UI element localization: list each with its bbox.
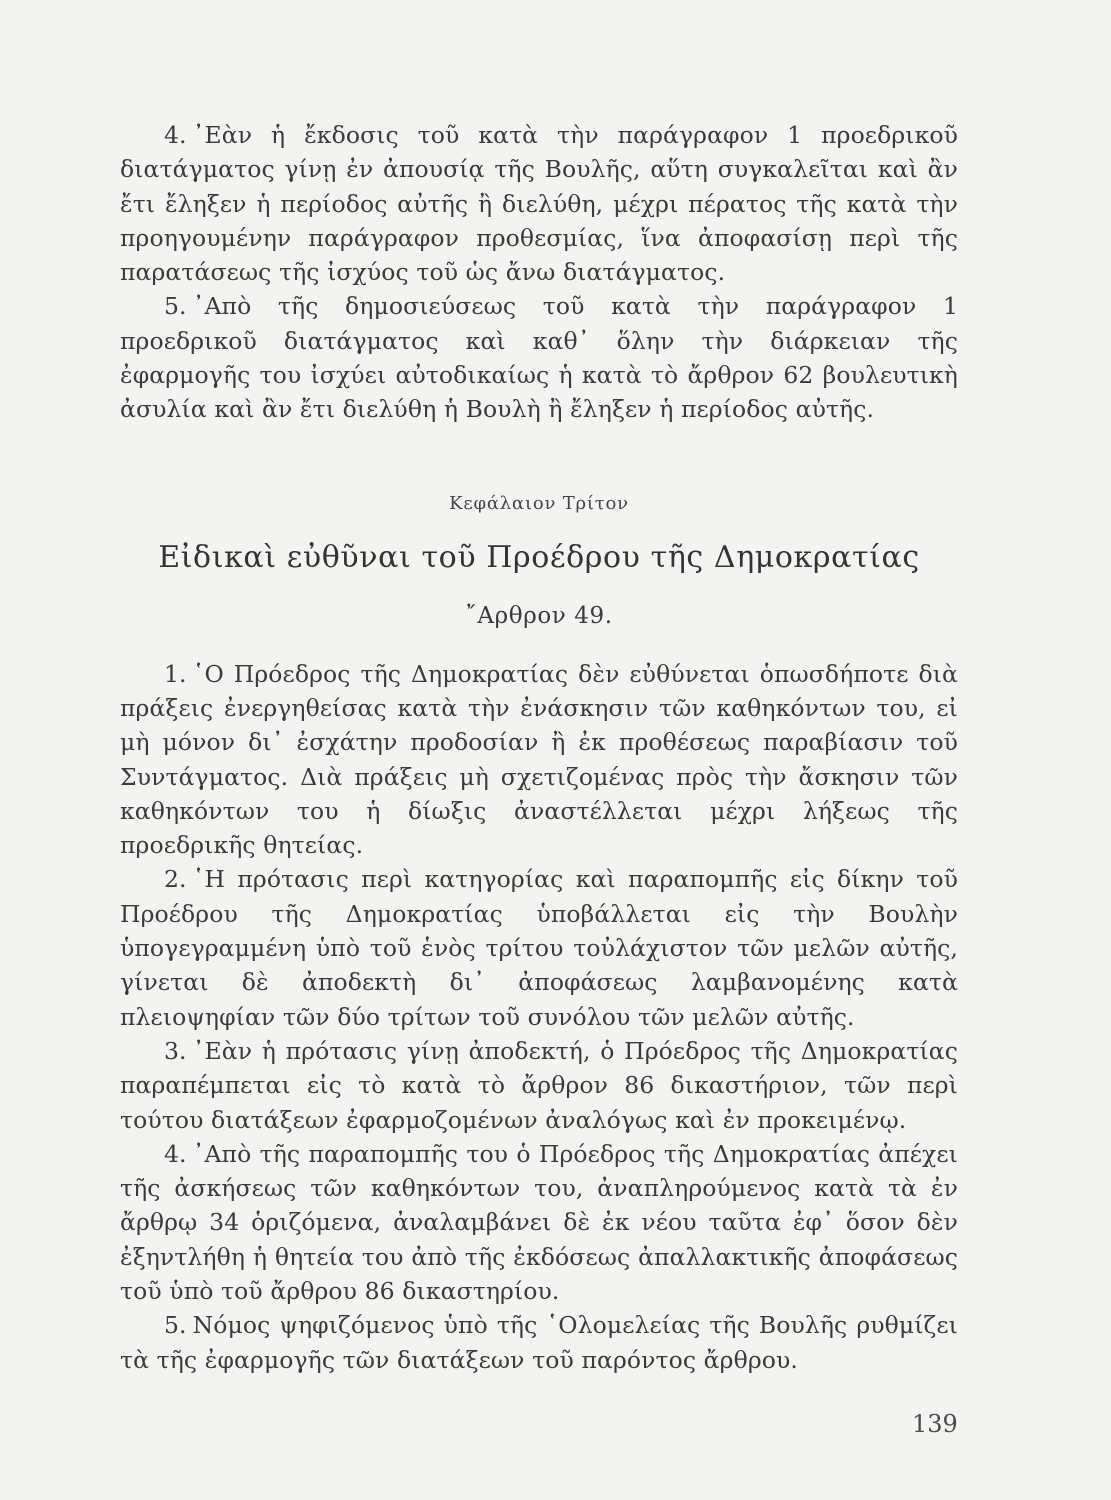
paragraph-number: 4. — [164, 121, 187, 149]
article-paragraph-5 — [120, 1308, 958, 1377]
paragraph-text: ᾿Εὰν ἡ πρότασις γίνῃ ἀποδεκτή, ὁ Πρόεδρος τῆς Δημοκρατίας παραπέμπεται εἰς τὸ κατὰ τὸ ἄρθρον 86 δικαστήριον, τῶν περὶ τούτου διατάξεων ἐφαρμοζομένων ἀναλόγως καὶ ἐν προκειμένῳ. — [120, 1036, 958, 1134]
paragraph-text: ᾿Απὸ τῆς δημοσιεύσεως τοῦ κατὰ τὴν παράγραφον 1 προεδρικοῦ διατάγματος καὶ καθ᾿ ὅλην τὴν διάρκειαν τῆς ἐφαρμογῆς του ἰσχύει αὐτοδικαίως ἡ κατὰ τὸ ἄρθρον 62 βουλευτικὴ ἀσυλία καὶ ἂν ἔτι διελύθη ἡ Βουλὴ ἢ ἔληξεν ἡ περίοδος αὐτῆς. — [120, 292, 958, 424]
page-number: 139 — [912, 1410, 958, 1438]
article-paragraph-2 — [120, 862, 958, 1033]
paragraph-number: 2. — [164, 865, 187, 894]
article-title: ῎Αρθρον 49. — [465, 602, 613, 629]
article-paragraph-1 — [120, 657, 958, 863]
paragraph-text: ῾Η πρότασις περὶ κατηγορίας καὶ παραπομπῆς εἰς δίκην τοῦ Προέδρου τῆς Δημοκρατίας ὑποβάλλεται εἰς τὴν Βουλὴν ὑπογεγραμμένη ὑπὸ τοῦ ἑνὸς τρίτου τοὐλάχιστον τῶν μελῶν αὐτῆς, γίνεται δὲ ἀποδεκτὴ δι᾿ ἀποφάσεως λαμβανομένης κατὰ πλειοψηφίαν τῶν δύο τρίτων τοῦ συνόλου τῶν μελῶν αὐτῆς. — [120, 865, 958, 1031]
paragraph-number: 4. — [164, 1139, 187, 1168]
paragraph-text: ᾿Απὸ τῆς παραπομπῆς του ὁ Πρόεδρος τῆς Δημοκρατίας ἀπέχει τῆς ἀσκήσεως τῶν καθηκόντων του, ἀναπληρούμενος κατὰ τὰ ἐν ἄρθρῳ 34 ὁριζόμενα, ἀναλαμβάνει δὲ ἐκ νέου ταῦτα ἐφ᾿ ὅσον δὲν ἐξηντλήθη ἡ θητεία του ἀπὸ τῆς ἐκδόσεως ἀπαλλακτικῆς ἀποφάσεως τοῦ ὑπὸ τοῦ ἄρθρου 86 δικαστηρίου. — [120, 1139, 958, 1306]
paragraph-5 — [120, 289, 958, 426]
chapter-title: Εἰδικαὶ εὐθῦναι τοῦ Προέδρου τῆς Δημοκρατίας — [158, 539, 920, 575]
paragraph-number: 1. — [164, 659, 187, 688]
paragraph-text: Νόμος ψηφιζόμενος ὑπὸ τῆς ῾Ολομελείας τῆς Βουλῆς ρυθμίζει τὰ τῆς ἐφαρμογῆς τῶν διατάξεων τοῦ παρόντος ἄρθρου. — [120, 1311, 958, 1374]
paragraph-text: ῾Ο Πρόεδρος τῆς Δημοκρατίας δὲν εὐθύνεται ὁπωσδήποτε διὰ πράξεις ἐνεργηθείσας κατὰ τὴν ἐνάσκησιν τῶν καθηκόντων του, εἰ μὴ μόνον δι᾿ ἐσχάτην προδοσίαν ἢ ἐκ προθέσεως παραβίασιν τοῦ Συντάγματος. Διὰ πράξεις μὴ σχετιζομένας πρὸς τὴν ἄσκησιν τῶν καθηκόντων του ἡ δίωξις ἀναστέλλεται μέχρι λήξεως τῆς προεδρικῆς θητείας. — [120, 659, 958, 860]
paragraph-text: ᾿Εὰν ἡ ἔκδοσις τοῦ κατὰ τὴν παράγραφον 1 προεδρικοῦ διατάγματος γίνῃ ἐν ἀπουσίᾳ τῆς Βουλῆς, αὕτη συγκαλεῖται καὶ ἂν ἔτι ἔληξεν ἡ περίοδος αὐτῆς ἢ διελύθη, μέχρι πέρατος τῆς κατὰ τὴν προηγουμένην παράγραφον προθεσμίας, ἵνα ἀποφασίσῃ περὶ τῆς παρατάσεως τῆς ἰσχύος τοῦ ὡς ἄνω διατάγματος. — [120, 121, 958, 287]
article-paragraph-4 — [120, 1137, 958, 1308]
paragraph-4 — [120, 118, 958, 289]
document-page — [120, 118, 958, 1478]
paragraph-number: 5. — [164, 1311, 187, 1340]
chapter-label: Κεφάλαιον Τρίτον — [449, 492, 629, 514]
paragraph-number: 3. — [164, 1036, 187, 1065]
paragraph-number: 5. — [164, 292, 187, 321]
article-paragraph-3 — [120, 1034, 958, 1137]
